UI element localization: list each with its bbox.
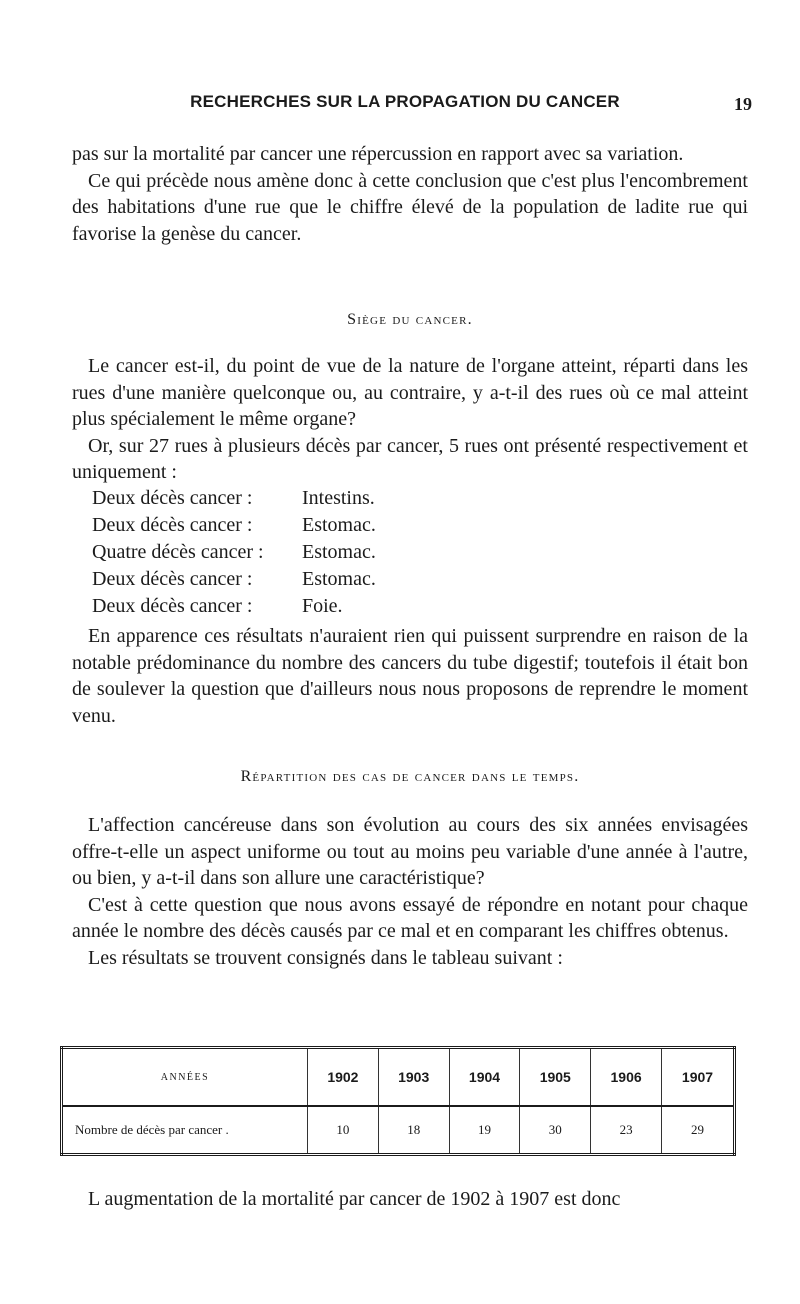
mortality-table <box>60 1046 736 1156</box>
table-header-label: ANNÉES <box>62 1048 308 1107</box>
list-item <box>92 566 376 593</box>
list-item-organ: Estomac. <box>302 568 376 590</box>
paragraph: pas sur la mortalité par cancer une répercussion en rapport avec sa variation. <box>72 143 684 165</box>
section-heading: Siège du cancer. <box>347 311 473 328</box>
table-header-year: 1902 <box>308 1048 379 1107</box>
list-item <box>92 593 376 620</box>
text-block-conclusion <box>72 623 748 729</box>
table-header-year: 1906 <box>591 1048 662 1107</box>
list-item-count: Deux décès cancer : <box>92 568 253 590</box>
paragraph: Ce qui précède nous amène donc à cette conclusion que c'est plus l'encombrement des habitations d'une rue que le chiffre élevé de la population de ladite rue qui favorise la genèse du cancer. <box>72 169 748 245</box>
table-header-year: 1905 <box>520 1048 591 1107</box>
list-item-organ: Estomac. <box>302 541 376 563</box>
paragraph: Les résultats se trouvent consignés dans le tableau suivant : <box>88 946 563 969</box>
paragraph: L'affection cancéreuse dans son évolution au cours des six années envisagées offre-t-elle un aspect uniforme ou tout au moins peu variable d'une année à l'autre, ou bien, y a-t-il dans son allure une caractéristique? <box>72 814 748 889</box>
table-cell: 18 <box>378 1106 449 1155</box>
list-item-count: Deux décès cancer : <box>92 595 253 617</box>
table-cell: 29 <box>661 1106 734 1155</box>
organ-list <box>92 485 376 620</box>
paragraph: L augmentation de la mortalité par cancer de 1902 à 1907 est donc <box>88 1188 621 1210</box>
list-item-organ: Estomac. <box>302 514 376 536</box>
list-item-organ: Foie. <box>302 595 343 617</box>
text-block-bottom <box>72 1186 748 1213</box>
table-row <box>62 1106 735 1155</box>
table-cell: 10 <box>308 1106 379 1155</box>
list-item-organ: Intestins. <box>302 487 375 509</box>
paragraph: Le cancer est-il, du point de vue de la nature de l'organe atteint, réparti dans les rues d'une manière quelconque ou, au contraire, y a-t-il des rues où ce mal atteint plus spécialement le même organe? <box>72 355 748 430</box>
paragraph: En apparence ces résultats n'auraient rien qui puissent surprendre en raison de la notable prédominance du nombre des cancers du tube digestif; toutefois il était bon de soulever la question que d'ailleurs nous nous proposons de reprendre le moment venu. <box>72 625 748 727</box>
section-heading: Répartition des cas de cancer dans le temps. <box>240 768 580 785</box>
table-row-label: Nombre de décès par cancer . <box>62 1106 308 1155</box>
table-header-year: 1903 <box>378 1048 449 1107</box>
page-number: 19 <box>734 94 752 114</box>
list-item <box>92 485 376 512</box>
paragraph: C'est à cette question que nous avons essayé de répondre en notant pour chaque année le nombre des décès causés par ce mal et en comparant les chiffres obtenus. <box>72 893 748 942</box>
text-block-middle <box>72 353 748 486</box>
text-block-top <box>72 141 748 247</box>
table-cell: 30 <box>520 1106 591 1155</box>
list-item-count: Deux décès cancer : <box>92 487 253 509</box>
table-header-row <box>62 1048 735 1107</box>
text-block-lower <box>72 812 748 971</box>
table-cell: 23 <box>591 1106 662 1155</box>
list-item <box>92 539 376 566</box>
table-header-year: 1907 <box>661 1048 734 1107</box>
running-title: RECHERCHES SUR LA PROPAGATION DU CANCER <box>190 92 620 111</box>
list-item-count: Deux décès cancer : <box>92 514 253 536</box>
table-header-year: 1904 <box>449 1048 520 1107</box>
list-item <box>92 512 376 539</box>
paragraph: Or, sur 27 rues à plusieurs décès par cancer, 5 rues ont présenté respectivement et uniquement : <box>72 434 748 483</box>
table-cell: 19 <box>449 1106 520 1155</box>
list-item-count: Quatre décès cancer : <box>92 541 264 563</box>
